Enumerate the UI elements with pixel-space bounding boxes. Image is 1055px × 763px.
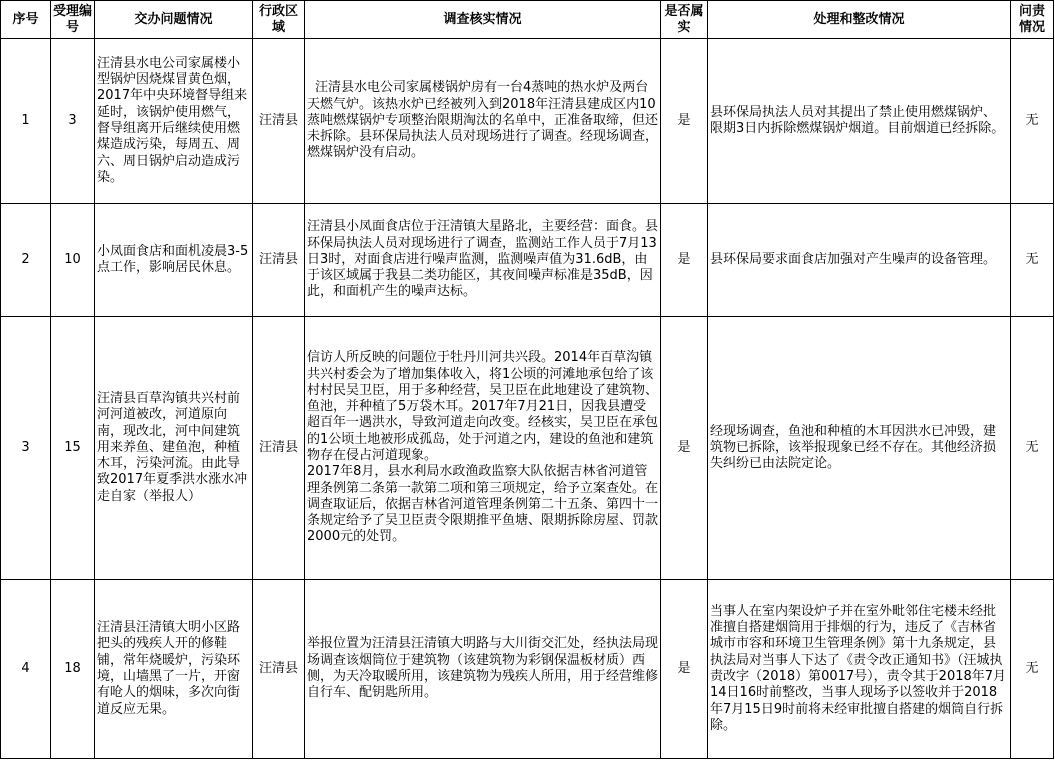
cell-problem: 汪清县百草沟镇共兴村前河河道被改，河道原向南，现改北，河中间建筑用来养鱼、建鱼泡，种植木耳，污染河流。由此导致2017年夏季洪水涨水冲走自家（举报人） — [95, 317, 253, 580]
cell-accountability: 无 — [1011, 317, 1054, 580]
investigation-paragraph: 信访人所反映的问题位于牡丹川河共兴段。2014年百草沟镇共兴村委会为了增加集体收入，将1公顷的河滩地承包给了该村村民吴卫臣，用于多种经营，吴卫臣在此地建设了建筑物、鱼池，并种植了5万袋木耳。2017年7月21日，因我县遭受超百年一遇洪水，导致河道走向改变。经核实，吴卫臣在承包的1公顷土地被形成孤岛，处于河道之内，建设的鱼池和建筑物存在侵占河道现象。 — [307, 350, 659, 463]
cell-handling: 当事人在室内架设炉子并在室外毗邻住宅楼未经批准擅自搭建烟筒用于排烟的行为，违反了《吉林省城市市容和环境卫生管理条例》第十九条规定，县执法局对当事人下达了《责令改正通知书》（汪城执责改字（2018）第0017号），责令其于2018年7月14日16时前整改，当事人现场予以签收并于2018年7月15日9时前将未经审批擅自搭建的烟筒自行拆除。 — [708, 580, 1011, 759]
cell-problem: 汪清县水电公司家属楼小型锅炉因烧煤冒黄色烟，2017年中央环境督导组来延时，该锅炉使用燃气，督导组离开后继续使用燃煤造成污染，每周五、周六、周日锅炉启动造成污染。 — [95, 39, 253, 204]
cell-investigation: 汪清县小凤面食店位于汪清镇大星路北，主要经营：面食。县环保局执法人员对现场进行了调查，监测站工作人员于7月13日3时，对面食店进行噪声监测，监测噪声值为31.6dB，由于该区域属于我县二类功能区，其夜间噪声标准是35dB，因此，和面机产生的噪声达标。 — [305, 204, 661, 317]
cell-accountability: 无 — [1011, 39, 1054, 204]
cell-accountability: 无 — [1011, 580, 1054, 759]
header-acceptance-no: 受理编号 — [51, 1, 95, 39]
header-row — [1, 1, 1054, 39]
cell-seq: 1 — [1, 39, 51, 204]
table-row — [1, 39, 1054, 204]
cell-verified: 是 — [661, 317, 708, 580]
header-verified: 是否属实 — [661, 1, 708, 39]
header-accountability: 问责情况 — [1011, 1, 1054, 39]
cell-handling: 经现场调查，鱼池和种植的木耳因洪水已冲毁，建筑物已拆除，该举报现象已经不存在。其他经济损失纠纷已由法院定论。 — [708, 317, 1011, 580]
cell-investigation: 举报位置为汪清县汪清镇大明路与大川街交汇处，经执法局现场调查该烟筒位于建筑物（该建筑物为彩钢保温板材质）西侧，为天冷取暖所用，该建筑物为残疾人所用，用于经营维修自行车、配钥匙所用。 — [305, 580, 661, 759]
cell-handling: 县环保局要求面食店加强对产生噪声的设备管理。 — [708, 204, 1011, 317]
header-seq: 序号 — [1, 1, 51, 39]
cell-accountability: 无 — [1011, 204, 1054, 317]
cell-verified: 是 — [661, 204, 708, 317]
cell-seq: 3 — [1, 317, 51, 580]
cell-acceptance-no: 18 — [51, 580, 95, 759]
investigation-paragraph: 2017年8月，县水利局水政渔政监察大队依据吉林省河道管理条例第二条第一款第二项和第三项规定，给予立案查处。在调查取证后，依据吉林省河道管理条例第二十五条、第四十一条规定给予了吴卫臣责令限期推平鱼塘、限期拆除房屋、罚款2000元的处罚。 — [307, 464, 659, 545]
table-row — [1, 204, 1054, 317]
cell-verified: 是 — [661, 580, 708, 759]
cell-region: 汪清县 — [253, 204, 305, 317]
cell-seq: 4 — [1, 580, 51, 759]
cell-seq: 2 — [1, 204, 51, 317]
cell-problem: 汪清县汪清镇大明小区路把头的残疾人开的修鞋铺，常年烧暖炉，污染环境，山墙黑了一片，开窗有呛人的烟味，多次向街道反应无果。 — [95, 580, 253, 759]
table-row — [1, 580, 1054, 759]
cell-handling: 县环保局执法人员对其提出了禁止使用燃煤锅炉、限期3日内拆除燃煤锅炉烟道。目前烟道已经拆除。 — [708, 39, 1011, 204]
header-problem: 交办问题情况 — [95, 1, 253, 39]
cell-verified: 是 — [661, 39, 708, 204]
header-region: 行政区域 — [253, 1, 305, 39]
cell-region: 汪清县 — [253, 39, 305, 204]
cell-investigation — [305, 317, 661, 580]
cell-acceptance-no: 15 — [51, 317, 95, 580]
cell-investigation: 汪清县水电公司家属楼锅炉房有一台4蒸吨的热水炉及两台天燃气炉。该热水炉已经被列入到2018年汪清县建成区内10蒸吨燃煤锅炉专项整治限期淘汰的名单中，正准备取缔，但还未拆除。县环保局执法人员对现场进行了调查。经现场调查，燃煤锅炉没有启动。 — [305, 39, 661, 204]
table-row — [1, 317, 1054, 580]
header-investigation: 调查核实情况 — [305, 1, 661, 39]
cell-acceptance-no: 3 — [51, 39, 95, 204]
cell-region: 汪清县 — [253, 580, 305, 759]
cell-acceptance-no: 10 — [51, 204, 95, 317]
header-handling: 处理和整改情况 — [708, 1, 1011, 39]
cell-region: 汪清县 — [253, 317, 305, 580]
cell-problem: 小凤面食店和面机凌晨3-5点工作，影响居民休息。 — [95, 204, 253, 317]
